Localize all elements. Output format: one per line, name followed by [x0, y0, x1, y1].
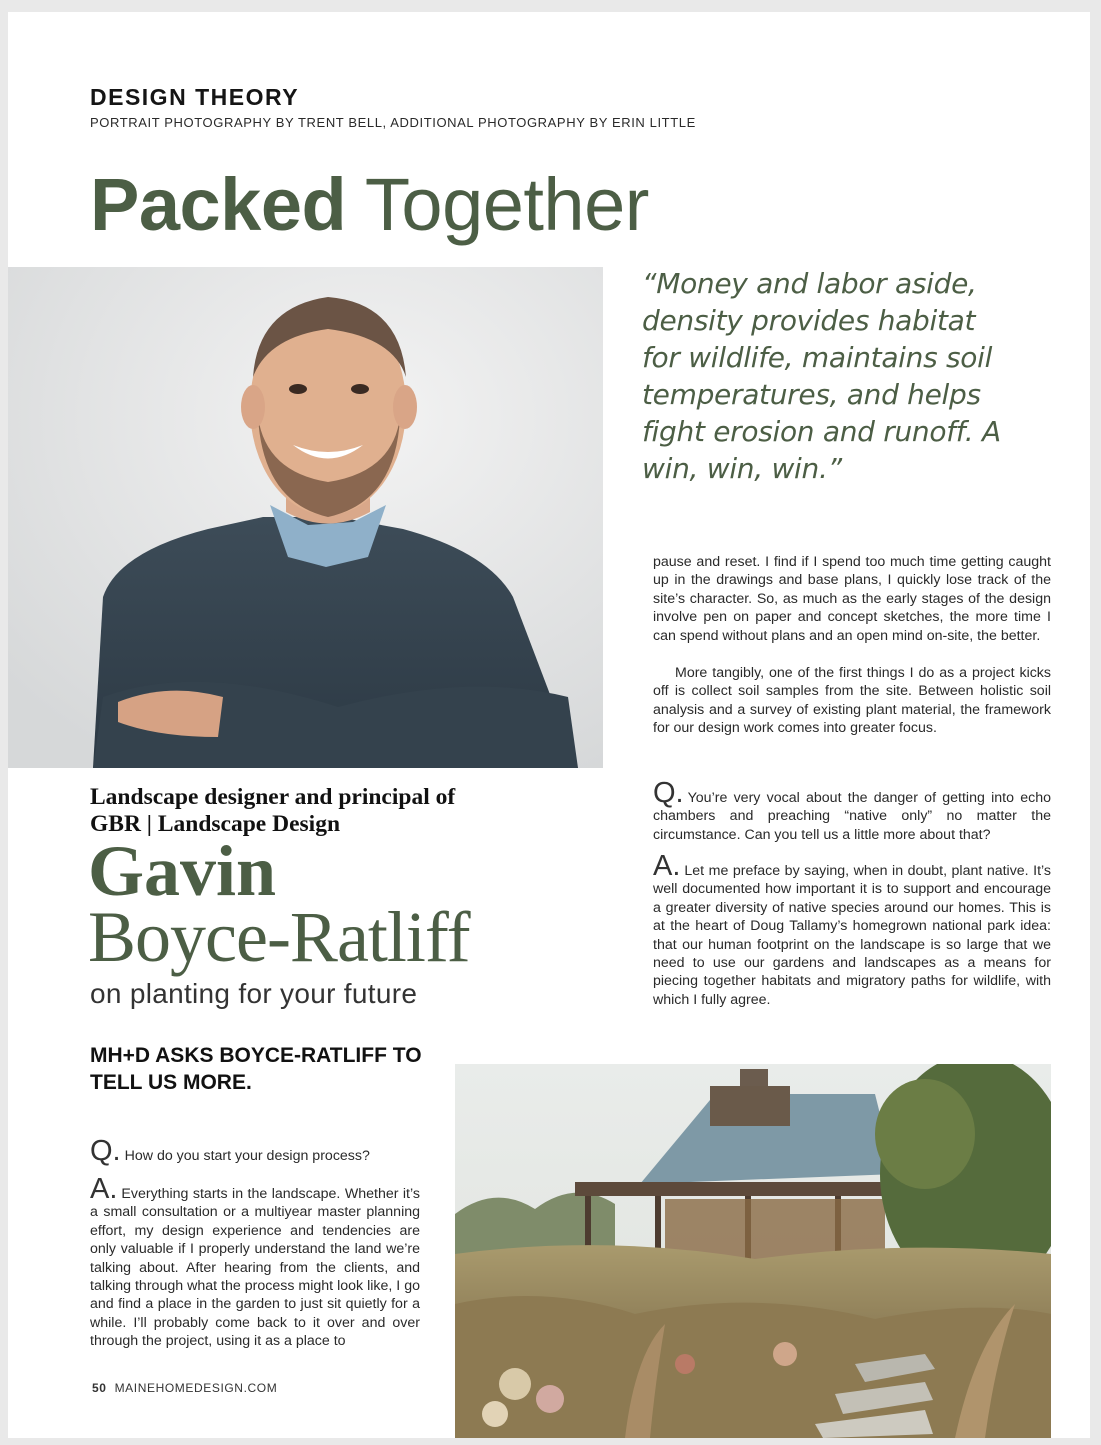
page-number: 50 — [92, 1381, 107, 1395]
headline-bold: Packed — [90, 163, 347, 246]
answer-1-text: Everything starts in the landscape. Whether it’s a small consultation or a multiyear master planning effort, my design experience and tendencies are only valuable if I properly understand the land we’re talking about. After hearing from the clients, and talking through what the process might look like, I go and find a place in the garden to just sit quietly for a while. I’ll probably come back to it over and over through the project, using it as a place to — [90, 1186, 420, 1350]
question-1-text: How do you start your design process? — [124, 1148, 370, 1164]
article-headline — [90, 162, 649, 247]
magazine-page — [8, 12, 1090, 1438]
photo-credits: PORTRAIT PHOTOGRAPHY BY TRENT BELL, ADDITIONAL PHOTOGRAPHY BY ERIN LITTLE — [90, 115, 696, 130]
subject-first-name: Gavin — [88, 831, 277, 911]
answer-2-text: Let me preface by saying, when in doubt, plant native. It’s well documented how important it is to support and encourage a greater diversity of native species around our homes. This is at the heart of Doug Tallamy’s homegrown national park idea: that our human footprint on the landscape is so large that we need to use our gardens and landscapes as a means for piecing together habitats and migratory paths for wildlife, with which I fully agree. — [653, 863, 1051, 1008]
subject-tagline: on planting for your future — [90, 978, 418, 1009]
answer-continued: pause and reset. I find if I spend too much time getting caught up in the drawings and base plans, I quickly lose track of the site’s character. So, as much as the early stages of the design involve pen on paper and concept sketches, the more time I can spend without plans and an open mind on-site, the better. — [653, 554, 1051, 644]
asks-heading: MH+D ASKS BOYCE-RATLIFF TO TELL US MORE. — [90, 1044, 422, 1094]
answer-2 — [653, 850, 1051, 1009]
garden-photo — [455, 1064, 1051, 1438]
answer-paragraph-2: More tangibly, one of the first things I do as a project kicks off is collect soil samples from the site. Between holistic soil analysis and a survey of existing plant material, the framework for our design work comes into greater focus. — [653, 665, 1051, 737]
pull-quote: “Money and labor aside, density provides habitat for wildlife, maintains soil temperatures, and helps fight erosion and runoff. A win, win, win.” — [642, 267, 1001, 485]
page-footer — [92, 1381, 277, 1395]
question-1 — [90, 1135, 420, 1167]
a-mark: A. — [90, 1173, 118, 1205]
q-mark: Q. — [90, 1135, 121, 1167]
portrait-photo — [8, 267, 603, 768]
answer-1 — [90, 1173, 420, 1351]
a-mark: A. — [653, 850, 681, 882]
section-label: DESIGN THEORY — [90, 84, 300, 110]
site-url: MAINEHOMEDESIGN.COM — [114, 1381, 278, 1395]
subject-last-name: Boyce-Ratliff — [88, 897, 470, 977]
question-2 — [653, 777, 1051, 844]
question-2-text: You’re very vocal about the danger of getting into echo chambers and preaching “native only” no matter the circumstance. Can you tell us a little more about that? — [653, 790, 1051, 843]
garden-illustration — [455, 1064, 1051, 1438]
headline-light: Together — [346, 163, 649, 246]
portrait-illustration — [8, 267, 603, 768]
q-mark: Q. — [653, 777, 684, 809]
subject-role: Landscape designer and principal of GBR | Landscape Design — [90, 784, 456, 837]
